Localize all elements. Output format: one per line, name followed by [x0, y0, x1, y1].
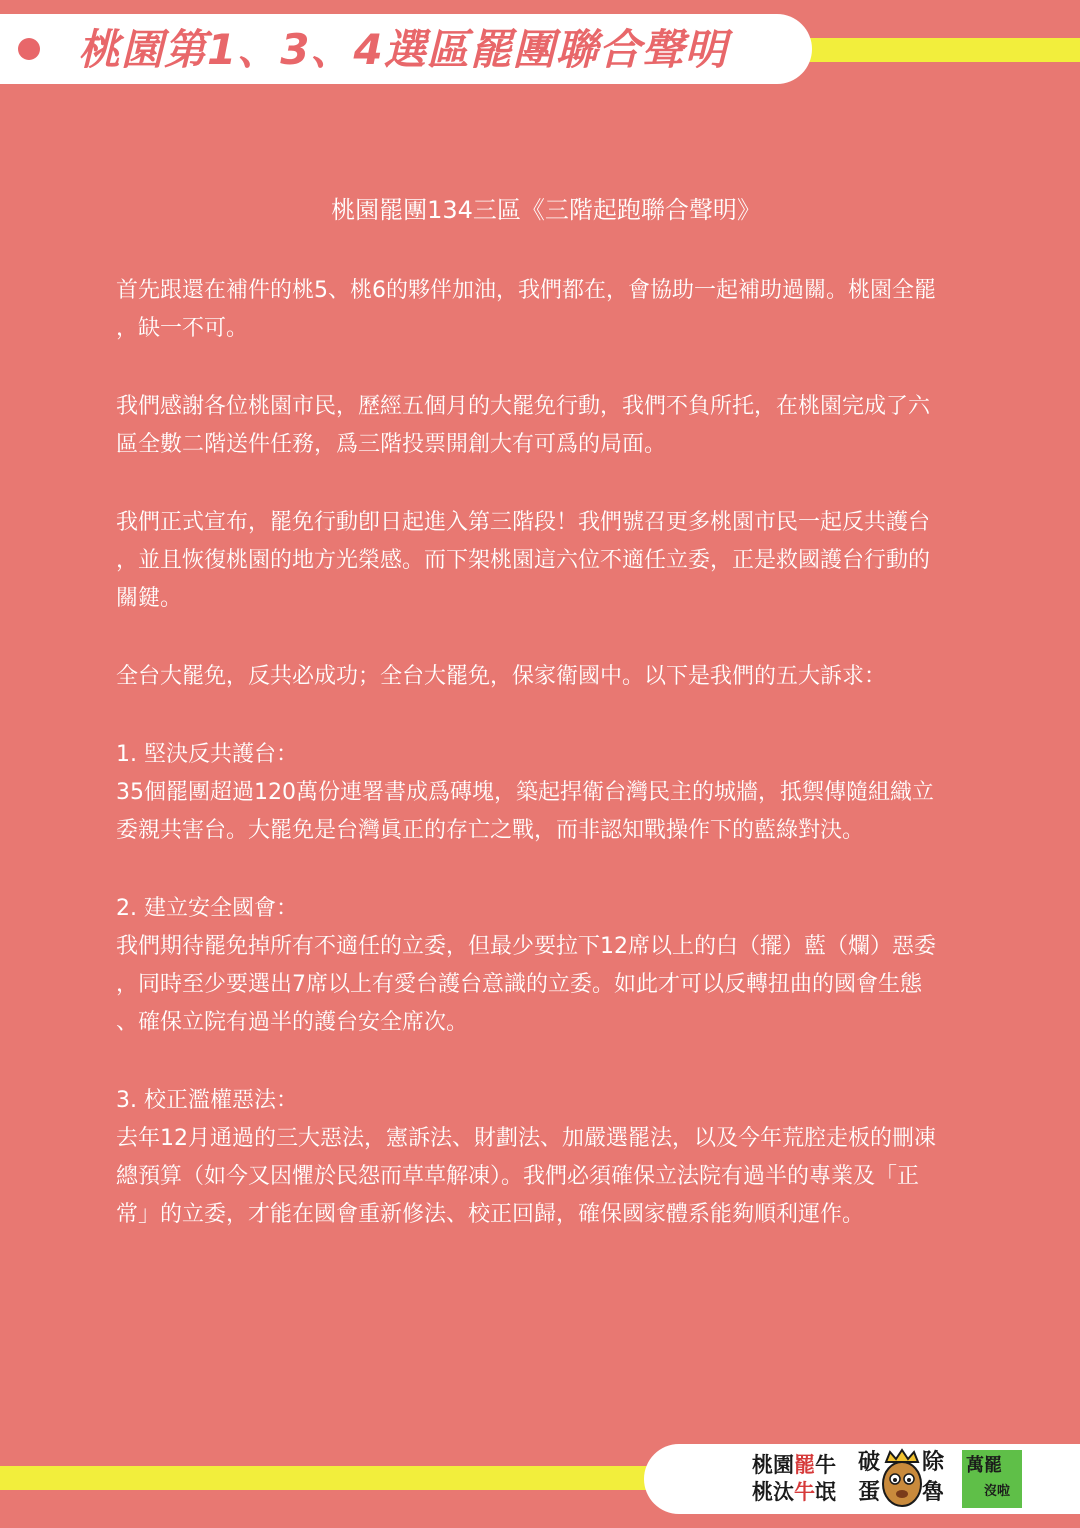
logo-text: 魯 [922, 1480, 945, 1505]
paragraph-line: 全台大罷免，反共必成功；全台大罷免，保家衛國中。以下是我們的五大訴求： [116, 664, 887, 689]
po-chu-dan-lu-logo [856, 1448, 948, 1510]
demand-line: 35個罷團超過120萬份連署書成爲磚塊，築起捍衛台灣民主的城牆，抵禦傳隨組織立 [116, 780, 934, 805]
statement-body [116, 188, 976, 1274]
paragraph-line: ，並且恢復桃園的地方光榮感。而下架桃園這六位不適任立委，正是救國護台行動的 [116, 548, 931, 573]
taoyuan-recall-logo [752, 1452, 842, 1508]
paragraph-line: 區全數二階送件任務，爲三階投票開創大有可爲的局面。 [116, 432, 667, 457]
demand-line: 常」的立委，才能在國會重新修法、校正回歸，確保國家體系能夠順利運作。 [116, 1202, 865, 1227]
bullet-dot-icon [18, 38, 40, 60]
logo-text: 牛 [815, 1453, 836, 1477]
logo-text: 桃園 [752, 1453, 794, 1477]
paragraph-2 [116, 388, 976, 464]
paragraph-line: ，缺一不可。 [116, 316, 249, 341]
paragraph-1 [116, 272, 976, 348]
demand-3 [116, 1082, 976, 1234]
page-title: 桃園第1、3、4選區罷團聯合聲明 [78, 25, 728, 74]
paragraph-line: 關鍵。 [116, 586, 183, 611]
demand-line: 委親共害台。大罷免是台灣眞正的存亡之戰，而非認知戰操作下的藍綠對決。 [116, 818, 865, 843]
logo-text: 蛋 [858, 1480, 881, 1505]
document-title: 桃園罷團134三區《三階起跑聯合聲明》 [331, 196, 761, 224]
demand-1 [116, 736, 976, 850]
logo-text: 破 [858, 1450, 881, 1475]
footer-accent-bar [0, 1466, 690, 1490]
demand-line: ，同時至少要選出7席以上有愛台護台意識的立委。如此才可以反轉扭曲的國會生態 [116, 972, 922, 997]
paragraph-line: 首先跟還在補件的桃5、桃6的夥伴加油，我們都在，會協助一起補助過關。桃園全罷 [116, 278, 936, 303]
demand-line: 我們期待罷免掉所有不適任的立委，但最少要拉下12席以上的白（擺）藍（爛）惡委 [116, 934, 936, 959]
demand-2 [116, 890, 976, 1042]
demand-line: 去年12月通過的三大惡法，憲訴法、財劃法、加嚴選罷法，以及今年荒腔走板的刪凍 [116, 1126, 936, 1151]
paragraph-4 [116, 658, 976, 696]
paragraph-line: 我們感謝各位桃園市民，歷經五個月的大罷免行動，我們不負所托，在桃園完成了六 [116, 394, 931, 419]
logo-text: 沒啦 [984, 1484, 1011, 1499]
logo-text: 除 [922, 1450, 945, 1475]
demand-line: 總預算（如今又因懼於民怨而草草解凍）。我們必須確保立法院有過半的專業及「正 [116, 1164, 920, 1189]
demand-heading: 1. 堅決反共護台： [116, 742, 298, 767]
demand-heading: 3. 校正濫權惡法： [116, 1088, 298, 1113]
paragraph-3 [116, 504, 976, 618]
header-accent-bar [770, 38, 1080, 62]
logo-text: 牛 [794, 1480, 815, 1504]
logo-text: 萬罷 [966, 1455, 1002, 1476]
paragraph-line: 我們正式宣布，罷免行動卽日起進入第三階段！我們號召更多桃園市民一起反共護台 [116, 510, 931, 535]
wan-ba-mei-la-logo [962, 1450, 1022, 1508]
logo-text: 桃汰 [752, 1480, 794, 1504]
logo-text: 氓 [815, 1480, 836, 1504]
logo-text: 罷 [794, 1453, 815, 1477]
demand-line: 、確保立院有過半的護台安全席次。 [116, 1010, 469, 1035]
demand-heading: 2. 建立安全國會： [116, 896, 298, 921]
